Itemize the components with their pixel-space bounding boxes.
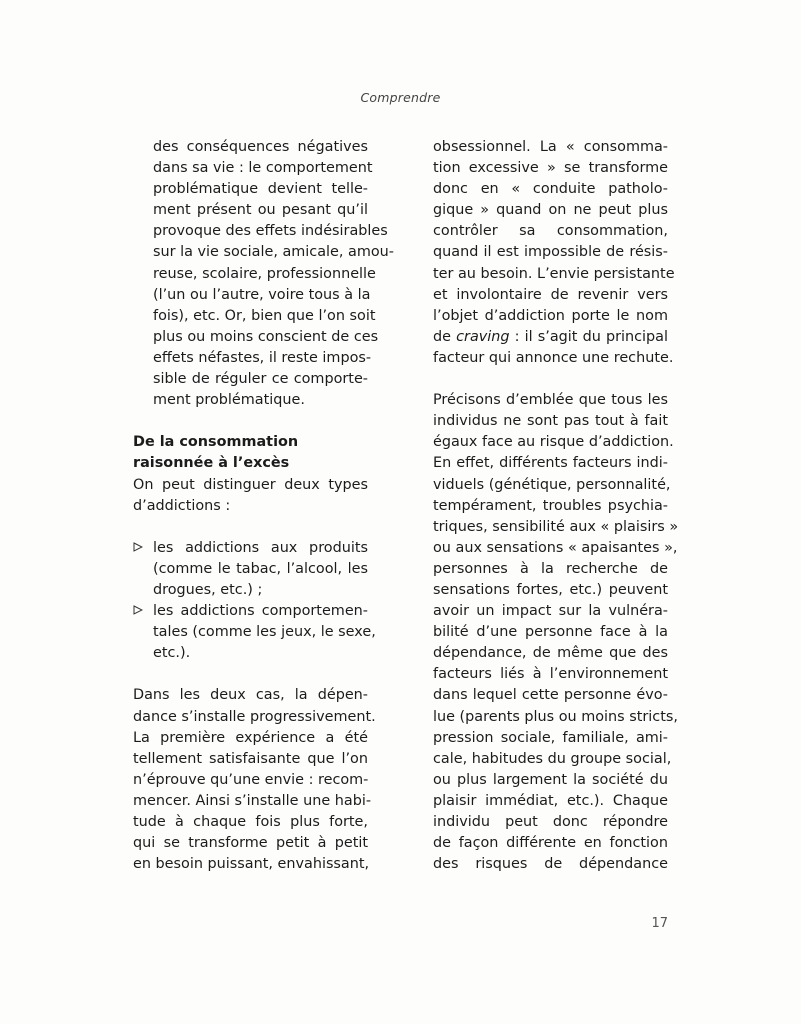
intro-paragraph bbox=[133, 137, 394, 411]
types-paragraph bbox=[133, 475, 368, 517]
text-line: tellement satisfaisante que l’on bbox=[133, 750, 368, 767]
heading-line: De la consommation bbox=[133, 434, 299, 451]
text-line: tude à chaque fois plus forte, bbox=[133, 814, 368, 830]
right-column bbox=[433, 137, 679, 875]
text-line: tion excessive » se transforme bbox=[433, 160, 668, 177]
text-line: de façon différente en fonction bbox=[433, 835, 668, 852]
text-line: n’éprouve qu’une envie : recom- bbox=[133, 771, 369, 788]
page-number: 17 bbox=[651, 916, 668, 931]
text-line: plus ou moins conscient de ces bbox=[153, 328, 379, 345]
text-line: effets néfastes, il reste impos- bbox=[153, 349, 372, 366]
running-head: Comprendre bbox=[360, 90, 441, 105]
list-item-line: etc.). bbox=[153, 645, 191, 662]
text-line: sible de réguler ce comporte- bbox=[153, 371, 368, 388]
text-line: en besoin puissant, envahissant, bbox=[133, 856, 370, 873]
triangle-bullet-icon bbox=[133, 538, 147, 559]
section-heading bbox=[133, 432, 368, 474]
text-line: dans sa vie : le comportement bbox=[153, 160, 373, 177]
text-line: viduels (génétique, personnalité, bbox=[433, 476, 671, 493]
text-line: quand il est impossible de résis- bbox=[433, 244, 668, 261]
text-line: personnes à la recherche de bbox=[433, 560, 668, 577]
text-line: On peut distinguer deux types bbox=[133, 476, 368, 493]
text-line: individus ne sont pas tout à fait bbox=[433, 413, 668, 430]
text-line: provoque des effets indésirables bbox=[153, 223, 388, 240]
text-line: contrôler sa consommation, bbox=[433, 223, 668, 240]
list-item-line: (comme le tabac, l’alcool, les bbox=[153, 560, 368, 577]
craving-line-before: de bbox=[433, 328, 457, 345]
text-line: En effet, différents facteurs indi- bbox=[433, 455, 668, 472]
text-line: individu peut donc répondre bbox=[433, 814, 668, 830]
craving-term: craving bbox=[456, 328, 510, 345]
list-item bbox=[133, 601, 376, 664]
text-line: cale, habitudes du groupe social, bbox=[433, 750, 672, 767]
text-line: des risques de dépendance bbox=[433, 856, 668, 873]
text-line: reuse, scolaire, professionnelle bbox=[153, 265, 376, 282]
list-item-line: les addictions comportemen- bbox=[153, 603, 368, 620]
heading-line: raisonnée à l’excès bbox=[133, 455, 290, 472]
text-line: lue (parents plus ou moins stricts, bbox=[433, 708, 678, 725]
text-line: fois), etc. Or, bien que l’on soit bbox=[153, 307, 376, 324]
craving-line-after: : il s’agit du principal bbox=[509, 328, 668, 345]
text-line: donc en « conduite patholo- bbox=[433, 181, 668, 198]
text-line: Dans les deux cas, la dépen- bbox=[133, 687, 368, 704]
text-line: problématique devient telle- bbox=[153, 181, 368, 198]
text-line: pression sociale, familiale, ami- bbox=[433, 729, 668, 746]
text-line: d’addictions : bbox=[133, 497, 231, 514]
text-line: plaisir immédiat, etc.). Chaque bbox=[433, 792, 668, 809]
text-line: obsessionnel. La « consomma- bbox=[433, 139, 668, 155]
text-line: ment problématique. bbox=[153, 392, 305, 409]
text-line: facteurs liés à l’environnement bbox=[433, 666, 668, 683]
risk-factors-paragraph bbox=[433, 390, 679, 875]
text-line: avoir un impact sur la vulnéra- bbox=[433, 603, 668, 620]
text-line: La première expérience a été bbox=[133, 729, 368, 746]
text-line: gique » quand on ne peut plus bbox=[433, 202, 668, 219]
left-column bbox=[133, 137, 394, 875]
triangle-bullet-icon bbox=[133, 601, 147, 622]
text-line: ment présent ou pesant qu’il bbox=[153, 202, 368, 219]
craving-paragraph bbox=[433, 137, 675, 369]
text-line: tempérament, troubles psychia- bbox=[433, 497, 668, 514]
text-line: sensations fortes, etc.) peuvent bbox=[433, 581, 668, 598]
text-line: ou aux sensations « apaisantes », bbox=[433, 539, 678, 556]
text-line: sur la vie sociale, amicale, amou- bbox=[153, 244, 394, 261]
list-item-line: drogues, etc.) ; bbox=[153, 581, 263, 598]
text-line: triques, sensibilité aux « plaisirs » bbox=[433, 518, 679, 535]
list-item-line: les addictions aux produits bbox=[153, 539, 368, 556]
text-line: égaux face au risque d’addiction. bbox=[433, 434, 674, 451]
text-line: dance s’installe progressivement. bbox=[133, 708, 376, 725]
text-line: et involontaire de revenir vers bbox=[433, 286, 668, 303]
text-line: dans lequel cette personne évo- bbox=[433, 687, 668, 704]
addiction-types-list bbox=[133, 538, 376, 665]
text-line: qui se transforme petit à petit bbox=[133, 835, 368, 852]
text-line: Précisons d’emblée que tous les bbox=[433, 392, 668, 409]
text-line: ou plus largement la société du bbox=[433, 771, 668, 788]
closing-paragraph bbox=[133, 685, 376, 875]
text-line: bilité d’une personne face à la bbox=[433, 624, 668, 641]
text-line: (l’un ou l’autre, voire tous à la bbox=[153, 286, 371, 303]
text-line: facteur qui annonce une rechute. bbox=[433, 349, 674, 366]
text-line: mencer. Ainsi s’installe une habi- bbox=[133, 792, 372, 809]
text-line: l’objet d’addiction porte le nom bbox=[433, 307, 668, 324]
text-line: dépendance, de même que des bbox=[433, 645, 668, 662]
list-item bbox=[133, 538, 368, 601]
text-line: des conséquences négatives bbox=[153, 139, 368, 155]
text-line: ter au besoin. L’envie persistante bbox=[433, 265, 675, 282]
list-item-line: tales (comme les jeux, le sexe, bbox=[153, 624, 376, 641]
craving-line bbox=[433, 327, 668, 348]
